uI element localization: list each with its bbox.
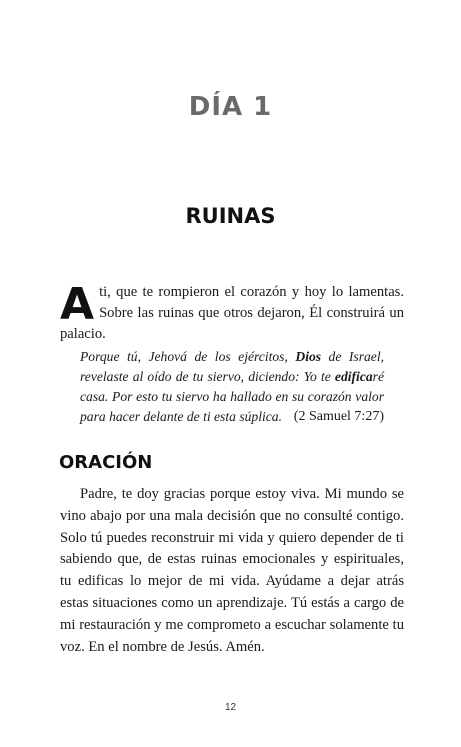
day-heading: DÍA 1 [188, 92, 273, 122]
quote-bold-2: edifica [334, 369, 373, 384]
quote-text-1: Porque tú, Jehová de los ejércitos, [80, 349, 296, 364]
quote-text-2: de Israel, revelaste al oído de tu siervo, diciendo: Yo te [80, 349, 385, 384]
prayer-heading: ORACIÓN [59, 452, 153, 473]
page-number: 12 [224, 702, 237, 713]
intro-text: ti, que te rompieron el corazón y hoy lo lamentas. Sobre las ruinas que otros dejaron, Él construirá un palacio. [60, 284, 404, 342]
scripture-reference: (2 Samuel 7:27) [293, 409, 384, 424]
chapter-title: RUINAS [185, 204, 276, 228]
intro-paragraph [60, 279, 404, 345]
scripture-quote [80, 347, 384, 427]
quote-text-3: ré casa. Por esto tu siervo ha hallado en su corazón valor para hacer delante de ti esta súplica. [80, 369, 384, 424]
prayer-paragraph: Padre, te doy gracias porque estoy viva. Mi mundo se vino abajo por una mala decisión que no consulté contigo. Solo tú puedes reconstruir mi vida y quiero depender de ti sabiendo que, de estas ruinas emocionales y espirituales, tu edificas lo mejor de mi vida. Ayúdame a dejar atrás estas situaciones como un aprendizaje. Tú estás a cargo de mi restauración y me comprometo a escuchar solamente tu voz. En el nombre de Jesús. Amén. [60, 486, 404, 655]
quote-bold-1: Dios [295, 349, 322, 364]
drop-cap: A [60, 279, 95, 330]
